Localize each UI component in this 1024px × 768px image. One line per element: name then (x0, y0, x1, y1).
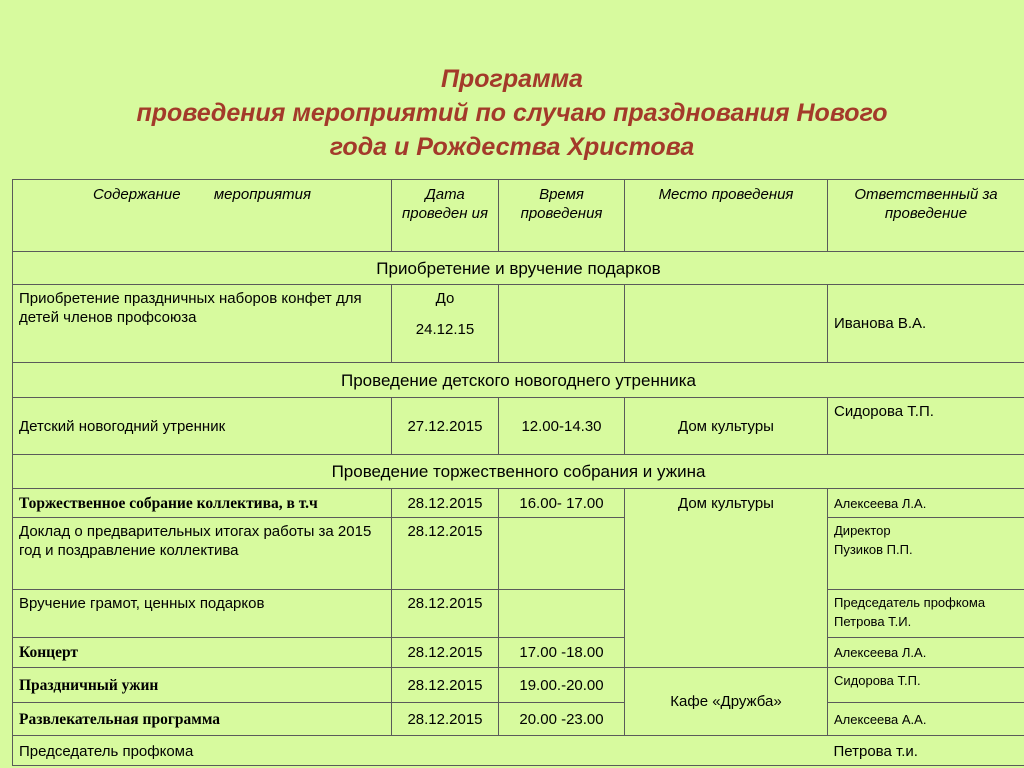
section-row (13, 252, 1024, 285)
cell-date: 28.12.2015 (392, 638, 499, 668)
cell-content: Развлекательная программа (13, 703, 392, 736)
title-line-3: года и Рождества Христова (329, 133, 695, 161)
cell-responsible: Сидорова Т.П. (828, 668, 1024, 703)
footer-spacer (625, 736, 828, 766)
title-line-2: проведения мероприятий по случаю празднования Нового (136, 99, 888, 127)
cell-content: Приобретение праздничных наборов конфет для детей членов профсоюза (13, 285, 392, 363)
header-date: Дата проведен ия (392, 180, 499, 252)
date-prefix: До (435, 290, 455, 307)
header-time: Время проведения (499, 180, 625, 252)
cell-responsible: Алексеева Л.А. (828, 638, 1024, 668)
cell-place-merged: Кафе «Дружба» (625, 668, 828, 736)
cell-content: Детский новогодний утренник (13, 398, 392, 455)
cell-time: 12.00-14.30 (499, 398, 625, 455)
responsible-title: Председатель профкома (834, 595, 986, 610)
cell-date: 27.12.2015 (392, 398, 499, 455)
cell-date: 28.12.2015 (392, 518, 499, 590)
cell-date: 28.12.2015 (392, 668, 499, 703)
section-title-matinee: Проведение детского новогоднего утренника (13, 363, 1024, 398)
cell-time: 19.00.-20.00 (499, 668, 625, 703)
cell-content: Концерт (13, 638, 392, 668)
section-row (13, 363, 1024, 398)
responsible-title: Директор (834, 523, 891, 538)
table-row (13, 285, 1024, 363)
cell-place-merged: Дом культуры (625, 489, 828, 668)
responsible-name: Петрова Т.И. (834, 614, 912, 629)
section-row (13, 455, 1024, 489)
responsible-name: Пузиков П.П. (834, 542, 913, 557)
cell-responsible (828, 518, 1024, 590)
cell-responsible: Сидорова Т.П. (828, 398, 1024, 455)
footer-left: Председатель профкома (13, 736, 625, 766)
cell-place (625, 285, 828, 363)
table-row (13, 489, 1024, 518)
table-row (13, 590, 1024, 638)
table-row (13, 703, 1024, 736)
cell-date (392, 285, 499, 363)
cell-responsible: Иванова В.А. (828, 285, 1024, 363)
date-value: 24.12.15 (415, 321, 475, 338)
title-line-1: Программа (441, 65, 583, 93)
cell-content: Праздничный ужин (13, 668, 392, 703)
cell-responsible: Алексеева Л.А. (828, 489, 1024, 518)
cell-place: Дом культуры (625, 398, 828, 455)
document-title (0, 62, 1024, 164)
cell-time (499, 518, 625, 590)
table-row (13, 638, 1024, 668)
cell-content: Торжественное собрание коллектива, в т.ч (13, 489, 392, 518)
cell-responsible: Алексеева А.А. (828, 703, 1024, 736)
cell-time: 16.00- 17.00 (499, 489, 625, 518)
cell-time (499, 590, 625, 638)
table-row (13, 668, 1024, 703)
cell-time: 20.00 -23.00 (499, 703, 625, 736)
program-table (12, 179, 1024, 766)
section-title-meeting: Проведение торжественного собрания и ужина (13, 455, 1024, 489)
footer-right: Петрова т.и. (828, 736, 1024, 766)
cell-content: Вручение грамот, ценных подарков (13, 590, 392, 638)
cell-date: 28.12.2015 (392, 489, 499, 518)
cell-time: 17.00 -18.00 (499, 638, 625, 668)
table-row (13, 518, 1024, 590)
cell-date: 28.12.2015 (392, 703, 499, 736)
cell-time (499, 285, 625, 363)
footer-row (13, 736, 1024, 766)
header-content: Содержание мероприятия (13, 180, 392, 252)
header-responsible: Ответственный за проведение (828, 180, 1024, 252)
table-header-row (13, 180, 1024, 252)
header-place: Место проведения (625, 180, 828, 252)
section-title-gifts: Приобретение и вручение подарков (13, 252, 1024, 285)
cell-content: Доклад о предварительных итогах работы за 2015 год и поздравление коллектива (13, 518, 392, 590)
table-row (13, 398, 1024, 455)
cell-responsible (828, 590, 1024, 638)
cell-date: 28.12.2015 (392, 590, 499, 638)
